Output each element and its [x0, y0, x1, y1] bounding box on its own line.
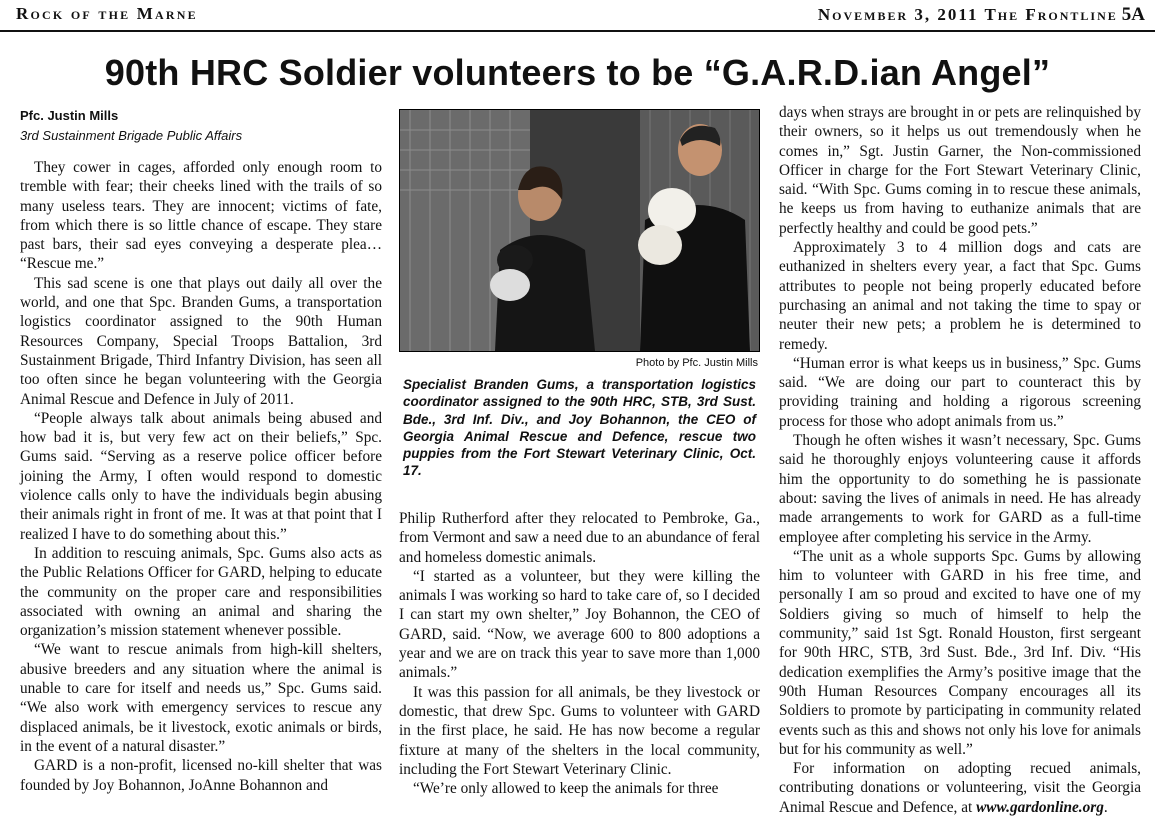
article-headline: 90th HRC Soldier volunteers to be “G.A.R.D.ian Angel” [104, 52, 1051, 93]
paragraph: “Human error is what keeps us in business,” Spc. Gums said. “We are doing our part to counteract this by providing training and holding a rigorous screening process for those who adopt animals from us.” [779, 354, 1141, 430]
article-column-2 [399, 509, 760, 798]
paragraph: In addition to rescuing animals, Spc. Gums also acts as the Public Relations Officer for GARD, helping to educate the community on the proper care and responsibilities associated with owning an animal and sharing the organization’s mission statement whenever possible. [20, 544, 382, 640]
issue-date: November 3, 2011 [817, 5, 979, 24]
paragraph: “The unit as a whole supports Spc. Gums by allowing him to volunteer with GARD in his free time, and personally I am so proud and excited to have one of my Soldiers giving so much of himself to help the community,” said 1st Sgt. Ronald Houston, first sergeant for 90th HRC, STB, 3rd Sust. Bde., 3rd Inf. Div. “His dedication exemplifies the Army’s positive image that the 90th Human Resources Company encourages all its Soldiers to promote by participating in community related events such as this and shows not only his love for animals but for his community as well.” [779, 547, 1141, 758]
paragraph: Philip Rutherford after they relocated to Pembroke, Ga., from Vermont and saw a need due to an abundance of feral and homeless domestic animals. [399, 510, 760, 566]
paragraph: “We’re only allowed to keep the animals for three [413, 780, 719, 798]
paragraph: “I started as a volunteer, but they were killing the animals I was working so hard to take care of, so I decided I can start my own shelter,” Joy Bohannon, the CEO of GARD, said. “Now, we average 600 to 800 adoptions a year and we are on track this year to save more than 1,000 animals.” [399, 567, 760, 682]
photo-illustration [400, 110, 759, 351]
article-column-3 [779, 103, 1141, 817]
website-link[interactable]: www.gardonline.org [976, 798, 1104, 816]
page-number: 5A [1121, 4, 1145, 25]
paragraph: This sad scene is one that plays out daily all over the world, and one that Spc. Branden Gums, a transportation logistics coordinator assigned to the 90th Human Resources Company, Special Troops Battalion, 3rd Sustainment Brigade, Third Infantry Division, has seen all too often since he began volunteering with the Georgia Animal Rescue and Defence in July of 2011. [20, 274, 382, 408]
paper-name: The Frontline [984, 5, 1118, 24]
paragraph: days when strays are brought in or pets are relinquished by their owners, so it helps us out tremendously when he comes in,” Sgt. Justin Garner, the Non-commissioned Officer in charge for the Fort Stewart Veterinary Clinic, said. “With Spc. Gums coming in to rescue these animals, he keeps us from having to euthanize animals that are perfectly healthy and could be good pets.” [779, 104, 1141, 237]
byline-author: Pfc. Justin Mills [20, 108, 119, 123]
paragraph: Though he often wishes it wasn’t necessary, Spc. Gums said he thoroughly enjoys volunteering cause it affords him the opportunity to do something he is passionate about: saving the lives of animals in need. He has already made arrangements to work for GARD as a full-time employee after completing his service in the Army. [779, 432, 1141, 546]
section-title: Rock of the Marne [16, 4, 198, 23]
issue-info [818, 4, 1145, 26]
article-column-1 [20, 158, 382, 795]
closing-period: . [1103, 798, 1108, 816]
masthead [0, 0, 1155, 32]
paragraph: GARD is a non-profit, licensed no-kill shelter that was founded by Joy Bohannon, JoAnne Bohannon and [20, 757, 382, 794]
byline-organization: 3rd Sustainment Brigade Public Affairs [20, 128, 243, 143]
paragraph: It was this passion for all animals, be they livestock or domestic, that drew Spc. Gums to volunteer with GARD in the first place, he said. He has now become a regular fixture at many of the shelters in the local community, including the Fort Stewart Veterinary Clinic. [399, 683, 760, 778]
photo-caption: Specialist Branden Gums, a transportation logistics coordinator assigned to the 90th HRC, STB, 3rd Sust. Bde., 3rd Inf. Div., and Joy Bohannon, the CEO of Georgia Animal Rescue and Defence, rescue two puppies from the Fort Stewart Veterinary Clinic, Oct. 17. [403, 377, 756, 479]
article-photo [399, 109, 760, 352]
closing-paragraph [779, 759, 1141, 817]
closing-text: For information on adopting recued animals, contributing donations or volunteering, visit the Georgia Animal Rescue and Defence, at [779, 760, 1141, 816]
paragraph: “People always talk about animals being abused and how bad it is, but very few act on their beliefs,” Spc. Gums said. “Serving as a reserve police officer before joining the Army, I often would respond to domestic violence calls only to have the individuals begin abusing their animals right in front of me. It was at that point that I realized I have to do something about this.” [20, 409, 382, 543]
paragraph: Approximately 3 to 4 million dogs and cats are euthanized in shelters every year, a fact that Spc. Gums attributes to people not being properly educated before purchasing an animal and not taking the time to spay or neuter their new pets; a problem he is determined to remedy. [779, 239, 1141, 353]
byline [20, 106, 242, 146]
paragraph: “We want to rescue animals from high-kill shelters, abusive breeders and any situation where the animal is unable to care for itself and needs us,” Spc. Gums said. “We also work with emergency services to rescue any displaced animals, be it livestock, exotic animals or birds, in the event of a natural disaster.” [20, 641, 382, 755]
photo-credit: Photo by Pfc. Justin Mills [635, 357, 758, 369]
paragraph: They cower in cages, afforded only enough room to tremble with fear; their cheeks lined with the trails of so many useless tears. They are innocent; victims of fate, from which there is so little chance of escape. They stare past bars, their sad eyes conveying a desperate plea… “Rescue me.” [20, 159, 382, 273]
